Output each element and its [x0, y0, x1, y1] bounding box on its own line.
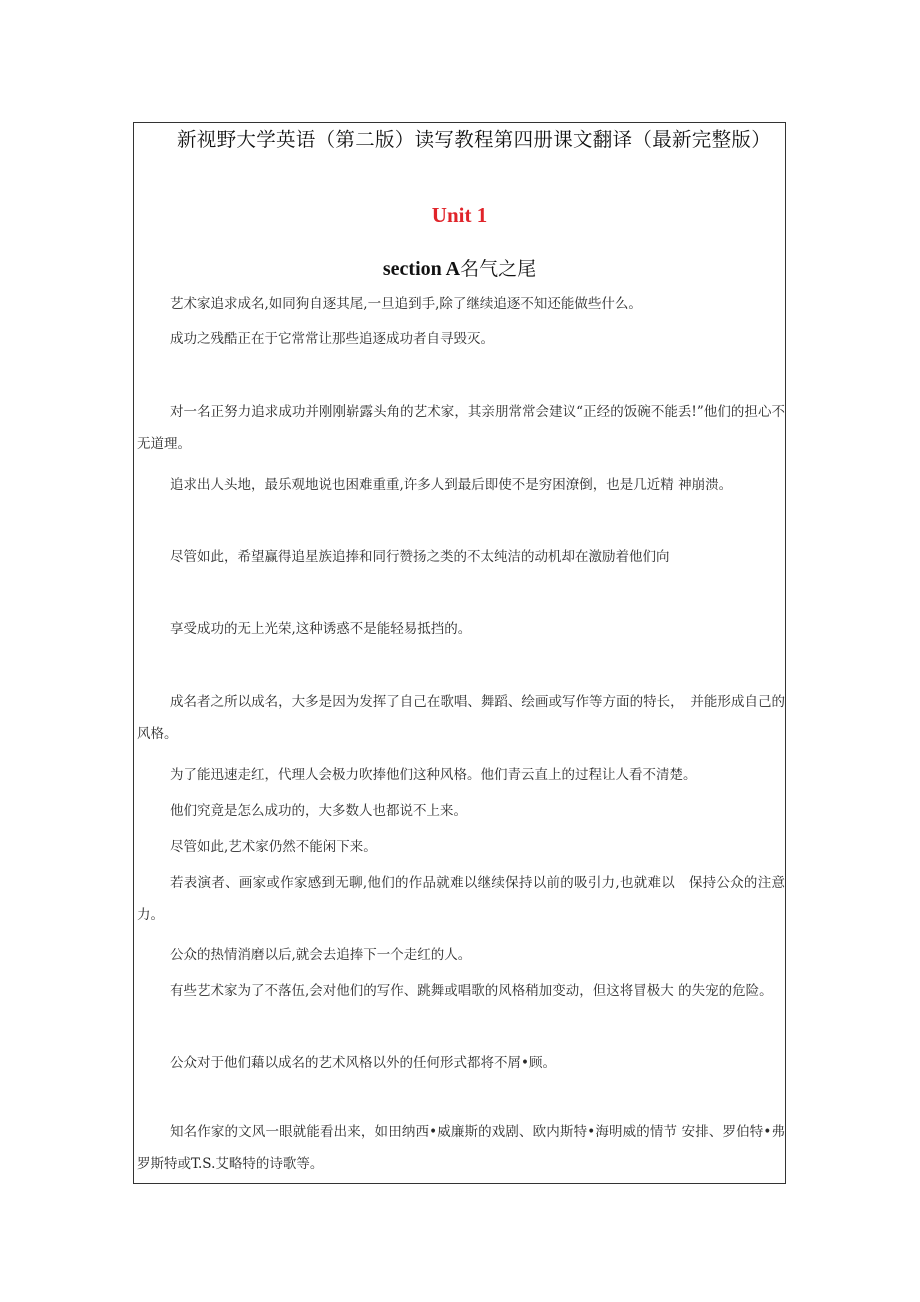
paragraph: 成功之残酷正在于它常常让那些追逐成功者自寻毁灭。	[170, 331, 494, 347]
document-frame	[133, 122, 786, 1184]
paragraph: 知名作家的文风一眼就能看出来，如田纳西•威廉斯的戏剧、欧内斯特•海明威的情节 安排、罗伯特•弗罗斯特或T.S.艾略特的诗歌等。	[137, 1124, 785, 1172]
paragraph: 公众对于他们藉以成名的艺术风格以外的任何形式都将不屑•顾。	[170, 1055, 556, 1071]
paragraph: 对一名正努力追求成功并刚刚崭露头角的艺术家，其亲朋常常会建议“正经的饭碗不能丢!”他们的担心不无道理。	[137, 404, 785, 452]
paragraph: 艺术家追求成名,如同狗自逐其尾,一旦追到手,除了继续追逐不知还能做些什么。	[170, 296, 642, 312]
unit-heading: Unit 1	[431, 203, 488, 227]
paragraph: 享受成功的无上光荣,这种诱惑不是能轻易抵挡的。	[170, 621, 472, 637]
section-heading	[134, 254, 785, 281]
document-title: 新视野大学英语（第二版）读写教程第四册课文翻译（最新完整版）	[177, 128, 772, 151]
section-label: section A	[382, 258, 461, 280]
paragraph: 他们究竟是怎么成功的，大多数人也都说不上来。	[170, 803, 467, 819]
paragraph: 为了能迅速走红，代理人会极力吹捧他们这种风格。他们青云直上的过程让人看不清楚。	[170, 767, 697, 783]
paragraph: 尽管如此,艺术家仍然不能闲下来。	[170, 839, 377, 855]
paragraph: 公众的热情消磨以后,就会去追捧下一个走红的人。	[170, 947, 472, 963]
paragraph: 追求出人头地，最乐观地说也困难重重,许多人到最后即使不是穷困潦倒，也是几近精 神崩溃。	[170, 477, 733, 493]
section-title: 名气之尾	[460, 258, 537, 280]
paragraph: 成名者之所以成名，大多是因为发挥了自己在歌唱、舞蹈、绘画或写作等方面的特长， 并能形成自己的风格。	[137, 694, 785, 742]
paragraph: 有些艺术家为了不落伍,会对他们的写作、跳舞或唱歌的风格稍加变动，但这将冒极大 的失宠的危险。	[170, 983, 773, 999]
paragraph: 若表演者、画家或作家感到无聊,他们的作品就难以继续保持以前的吸引力,也就难以 保持公众的注意力。	[137, 875, 785, 923]
paragraph: 尽管如此，希望赢得追星族追捧和同行赞扬之类的不太纯洁的动机却在激励着他们向	[170, 549, 670, 565]
